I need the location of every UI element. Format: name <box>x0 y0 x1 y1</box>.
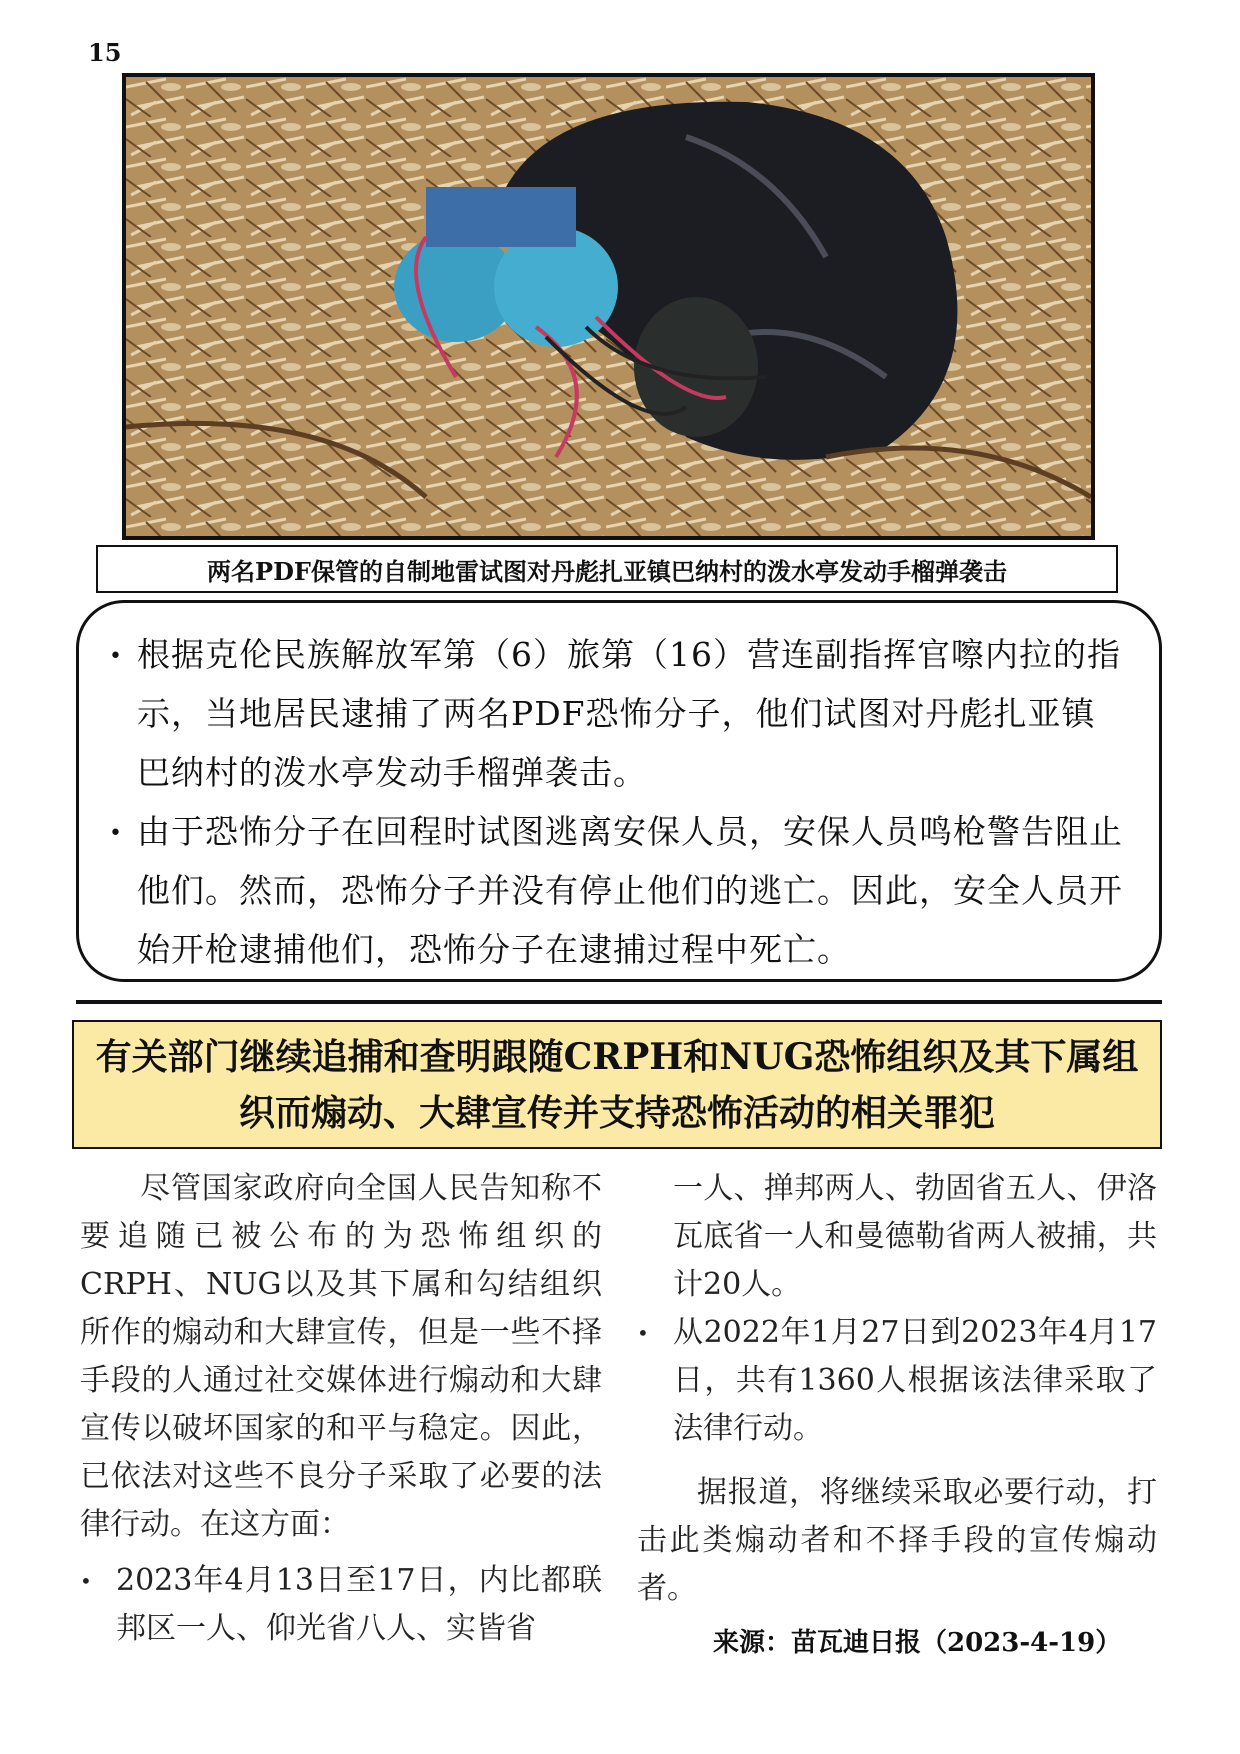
article-headline: 有关部门继续追捕和查明跟随CRPH和NUG恐怖组织及其下属组织而煽动、大肆宣传并支持恐怖活动的相关罪犯 <box>72 1020 1162 1149</box>
news-photo <box>122 73 1095 540</box>
list-item-text: 2023年4月13日至17日，内比都联邦区一人、仰光省八人、实皆省 <box>116 1563 602 1646</box>
right-column <box>637 1165 1157 1613</box>
page-number: 15 <box>88 38 122 67</box>
list-item <box>80 1557 602 1653</box>
bullet-icon: • <box>109 821 122 846</box>
summary-item-text: 根据克伦民族解放军第（6）旅第（16）营连副指挥官嚓内拉的指示，当地居民逮捕了两名PDF恐怖分子，他们试图对丹彪扎亚镇巴纳村的泼水亭发动手榴弹袭击。 <box>137 635 1121 792</box>
summary-item <box>109 802 1129 979</box>
section-divider <box>76 1000 1162 1004</box>
bullet-icon: • <box>637 1321 649 1345</box>
incident-summary-box <box>76 600 1162 982</box>
bullet-icon: • <box>80 1569 92 1593</box>
left-column <box>80 1165 602 1653</box>
bullet-icon: • <box>109 644 122 669</box>
list-item-continuation: 一人、掸邦两人、勃固省五人、伊洛瓦底省一人和曼德勒省两人被捕，共计20人。 <box>673 1171 1157 1302</box>
article-paragraph: 据报道，将继续采取必要行动，打击此类煽动者和不择手段的宣传煽动者。 <box>637 1475 1157 1606</box>
list-item-text: 从2022年1月27日到2023年4月17日，共有1360人根据该法律采取了法律行动。 <box>673 1315 1157 1446</box>
summary-item-text: 由于恐怖分子在回程时试图逃离安保人员，安保人员鸣枪警告阻止他们。然而，恐怖分子并没有停止他们的逃亡。因此，安全人员开始开枪逮捕他们，恐怖分子在逮捕过程中死亡。 <box>137 812 1123 969</box>
landmine-photo-icon <box>126 77 1091 536</box>
list-item <box>637 1309 1157 1453</box>
photo-caption: 两名PDF保管的自制地雷试图对丹彪扎亚镇巴纳村的泼水亭发动手榴弹袭击 <box>96 545 1118 593</box>
article-paragraph: 尽管国家政府向全国人民告知称不要追随已被公布的为恐怖组织的CRPH、NUG以及其下属和勾结组织所作的煽动和大肆宣传，但是一些不择手段的人通过社交媒体进行煽动和大肆宣传以破坏国家的和平与稳定。因此，已依法对这些不良分子采取了必要的法律行动。在这方面： <box>80 1171 602 1542</box>
source-citation: 来源：苗瓦迪日报（2023-4-19） <box>713 1628 1122 1658</box>
summary-item <box>109 625 1129 802</box>
